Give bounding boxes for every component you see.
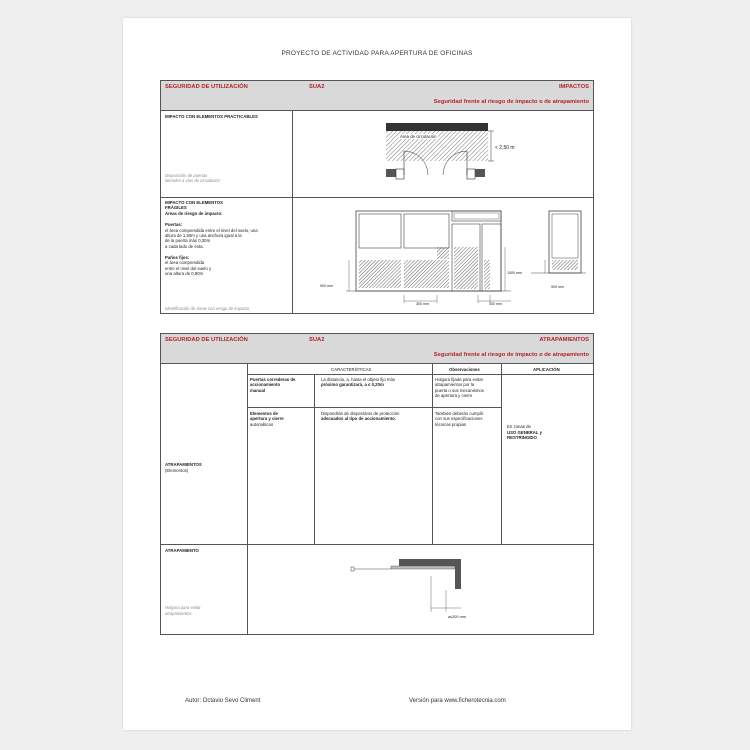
row1-obs-4: de apertura y cierre	[435, 393, 473, 398]
fragiles-label-1: IMPACTO CON ELEMENTOS	[165, 200, 224, 205]
row2-obs-3: técnicas propias	[435, 422, 467, 427]
atrapamientos-header	[161, 334, 593, 364]
fragiles-label-3: Áreas de riesgo de impacto:	[165, 211, 223, 216]
dim-300-right: 300 mm	[489, 302, 502, 306]
aplicacion-line-3: RESTRINGIDO	[507, 435, 537, 440]
document-page	[123, 18, 631, 730]
row2-obs-1: También deberán cumplir	[435, 411, 484, 416]
dim-900-right: 900 mm	[551, 285, 564, 289]
footer-author: Autor: Octavio Sevo Climent	[185, 698, 261, 704]
aplicacion-line-2: USO GENERAL y	[507, 430, 543, 435]
impactos-header-right: IMPACTOS	[558, 84, 589, 90]
row1-obs-1: Holgura fijada para evitar	[435, 377, 484, 382]
row2-obs-2: con sus especificaciones	[435, 416, 483, 421]
document-title: PROYECTO DE ACTIVIDAD PARA APERTURA DE OFICINAS	[281, 50, 473, 57]
row2-name-3: automáticos	[250, 422, 274, 427]
puertas-line-3: de la puerta más 0,30m	[165, 238, 211, 243]
atrapamiento-caption-1: Holgura para evitar	[165, 605, 201, 610]
door-swing-plan-drawing	[381, 121, 511, 193]
row2-desc-2: adecuados al tipo de accionamiento.	[321, 416, 396, 421]
panos-line-2: entre el nivel del suelo y	[165, 266, 212, 271]
impacto-practicables-caption-2: laterales a vías de circulación	[165, 178, 220, 183]
row1-obs-3: puerta o sus mecanismos	[435, 388, 484, 393]
atrapamientos-header-left: SEGURIDAD DE UTILIZACIÓN	[165, 337, 248, 343]
atrapamiento-caption-2: atrapamientos	[165, 611, 192, 616]
atrapamientos-header-code: SUA2	[309, 337, 325, 343]
aplicacion-line-1: En zonas de	[507, 424, 531, 429]
atrapamientos-section	[160, 333, 594, 635]
impacto-practicables-caption-1: Disposición de puertas	[165, 173, 208, 178]
atrapamientos-row-label-2: (Elementos)	[165, 468, 189, 473]
row1-name-3: manual	[250, 388, 266, 393]
puertas-line-4: a cada lado de ésta.	[165, 244, 204, 249]
row1-name-2: accionamiento	[250, 382, 281, 387]
atrapamientos-subtitle: Seguridad frente al riesgo de impacto o de atrapamiento	[433, 352, 589, 358]
row1-obs-2: atrapamientos por la	[435, 382, 475, 387]
area-circulacion-label: Área de circulación	[400, 134, 437, 139]
puertas-line-1: el área comprendida entre el nivel del suelo, una	[165, 228, 258, 233]
impactos-header-left: SEGURIDAD DE UTILIZACIÓN	[165, 84, 248, 90]
panos-title: Paños fijos:	[165, 255, 190, 260]
header-caracteristicas: CARACTERÍSTICAS	[331, 367, 372, 372]
row2-desc-1: Dispondrán de dispositivos de protección	[321, 411, 400, 416]
panos-line-3: una altura de 0,90m	[165, 271, 204, 276]
dim-300-left: 300 mm	[416, 302, 429, 306]
dim-1500: 1500 mm	[507, 271, 522, 275]
impacto-practicables-label: IMPACTO CON ELEMENTOS PRACTICABLES	[165, 114, 258, 119]
impactos-section	[160, 80, 594, 314]
panos-line-1: el área comprendida	[165, 260, 205, 265]
footer-version: Versión para www.ficherotecnia.com	[409, 698, 506, 704]
sliding-door-clearance-drawing	[351, 552, 481, 624]
circulacion-dimension-label: < 2,50 m	[495, 145, 515, 151]
atrapamiento-dimension: a≤200 mm	[448, 615, 466, 619]
atrapamientos-header-right: ATRAPAMIENTOS	[539, 337, 589, 343]
atrapamiento-bottom-label: ATRAPAMIENTO	[165, 548, 199, 553]
impactos-header-code: SUA2	[309, 84, 325, 90]
header-observaciones: Observaciones	[449, 367, 480, 372]
glazed-facade-elevation-drawing	[321, 205, 591, 309]
impactos-header	[161, 81, 593, 111]
row1-desc-2: próximo garantizará, a ≤ 0,20m	[321, 382, 384, 387]
row1-name-1: Puertas correderas de	[250, 377, 296, 382]
atrapamientos-row-label-1: ATRAPAMIENTOS	[165, 462, 202, 467]
puertas-title: Puertas:	[165, 222, 183, 227]
dim-900-left: 900 mm	[320, 284, 333, 288]
row1-desc-1: La distancia, a, hasta el objeto fijo más	[321, 377, 396, 382]
impactos-subtitle: Seguridad frente al riesgo de impacto o de atrapamiento	[433, 99, 589, 105]
fragiles-caption: Identificación de áreas con riesgo de impacto	[165, 306, 250, 311]
row2-name-2: apertura y cierre	[250, 416, 284, 421]
header-aplicacion: APLICACIÓN	[533, 367, 560, 372]
fragiles-label-2: FRÁGILES	[165, 205, 187, 210]
row2-name-1: Elementos de	[250, 411, 278, 416]
puertas-line-2: altura de 1,50m y una anchura igual a la	[165, 233, 242, 238]
